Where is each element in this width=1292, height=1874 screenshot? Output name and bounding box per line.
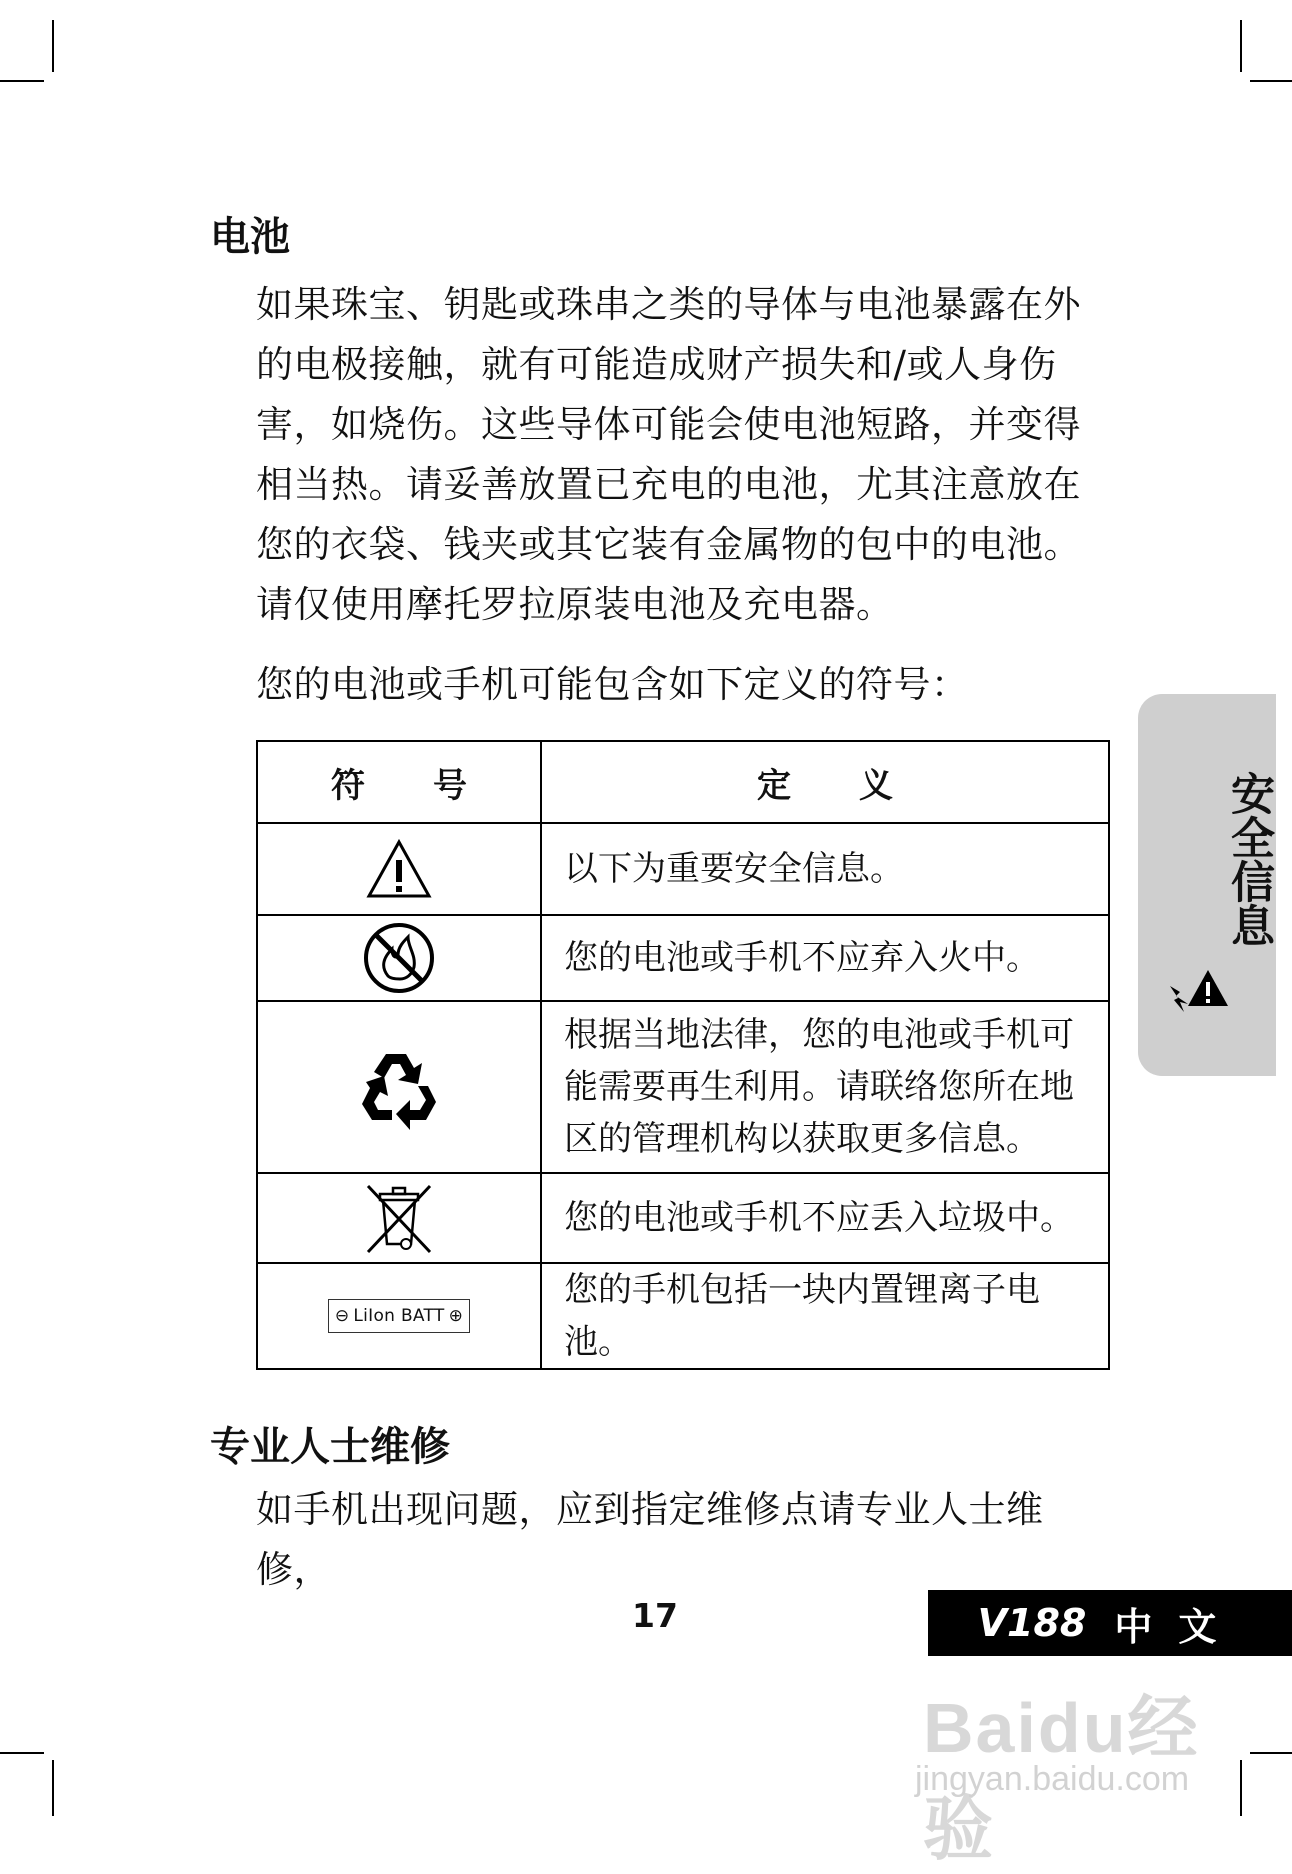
- watermark-brand: Baidu经验: [923, 1689, 1200, 1868]
- definition-cell: 您的手机包括一块内置锂离子电池。: [541, 1263, 1109, 1369]
- table-row: [257, 1173, 1109, 1263]
- header-symbol: 符 号: [257, 741, 541, 823]
- crop-mark: [1240, 20, 1242, 72]
- footer-model-bar: [928, 1590, 1292, 1656]
- service-section-title: 专业人士维修: [210, 1423, 450, 1470]
- table-row: [257, 1001, 1109, 1173]
- battery-label: LiIon BATT: [353, 1306, 445, 1326]
- table-row: [257, 823, 1109, 915]
- crop-mark: [1250, 1752, 1292, 1754]
- baidu-watermark: [915, 1650, 1245, 1868]
- model-name: V188: [977, 1601, 1087, 1645]
- battery-section-title: 电池: [210, 213, 290, 260]
- no-fire-icon: [258, 921, 540, 995]
- crop-mark: [0, 80, 44, 82]
- li-ion-battery-icon: [328, 1299, 470, 1333]
- battery-paragraph: 如果珠宝、钥匙或珠串之类的导体与电池暴露在外的电极接触，就有可能造成财产损失和/或人身伤害，如烧伤。这些导体可能会使电池短路，并变得相当热。请妥善放置已充电的电池，尤其注意放在您的衣袋、钱夹或其它装有金属物的包中的电池。请仅使用摩托罗拉原装电池及充电器。: [256, 283, 1081, 626]
- side-tab: [1138, 694, 1276, 1076]
- crop-mark: [0, 1752, 44, 1754]
- warning-triangle-icon: [258, 838, 540, 900]
- definition-cell: 您的电池或手机不应丢入垃圾中。: [541, 1173, 1109, 1263]
- crossed-bin-icon: [258, 1180, 540, 1256]
- page-number: 17: [632, 1596, 678, 1635]
- table-row: [257, 915, 1109, 1001]
- definition-cell: 您的电池或手机不应弃入火中。: [541, 915, 1109, 1001]
- header-definition: 定 义: [541, 741, 1109, 823]
- table-header-row: [257, 741, 1109, 823]
- crop-mark: [52, 20, 54, 72]
- symbol-table: [256, 740, 1110, 1370]
- table-row: [257, 1263, 1109, 1369]
- watermark-url: jingyan.baidu.com: [915, 1760, 1190, 1798]
- safety-warning-icon: [1166, 966, 1232, 1020]
- crop-mark: [1250, 80, 1292, 82]
- definition-cell: 以下为重要安全信息。: [541, 823, 1109, 915]
- minus-terminal-icon: ⊖: [334, 1306, 350, 1326]
- service-paragraph: 如手机出现问题，应到指定维修点请专业人士维修，: [256, 1488, 1044, 1591]
- side-tab-label: 安全信息: [1223, 771, 1274, 947]
- language-label: 中文: [1114, 1604, 1243, 1649]
- plus-terminal-icon: ⊕: [448, 1306, 464, 1326]
- crop-mark: [52, 1760, 54, 1816]
- recycle-icon: [258, 1044, 540, 1130]
- definition-cell: 根据当地法律，您的电池或手机可能需要再生利用。请联络您所在地区的管理机构以获取更多信息。: [541, 1001, 1109, 1173]
- symbols-intro: 您的电池或手机可能包含如下定义的符号：: [256, 663, 969, 706]
